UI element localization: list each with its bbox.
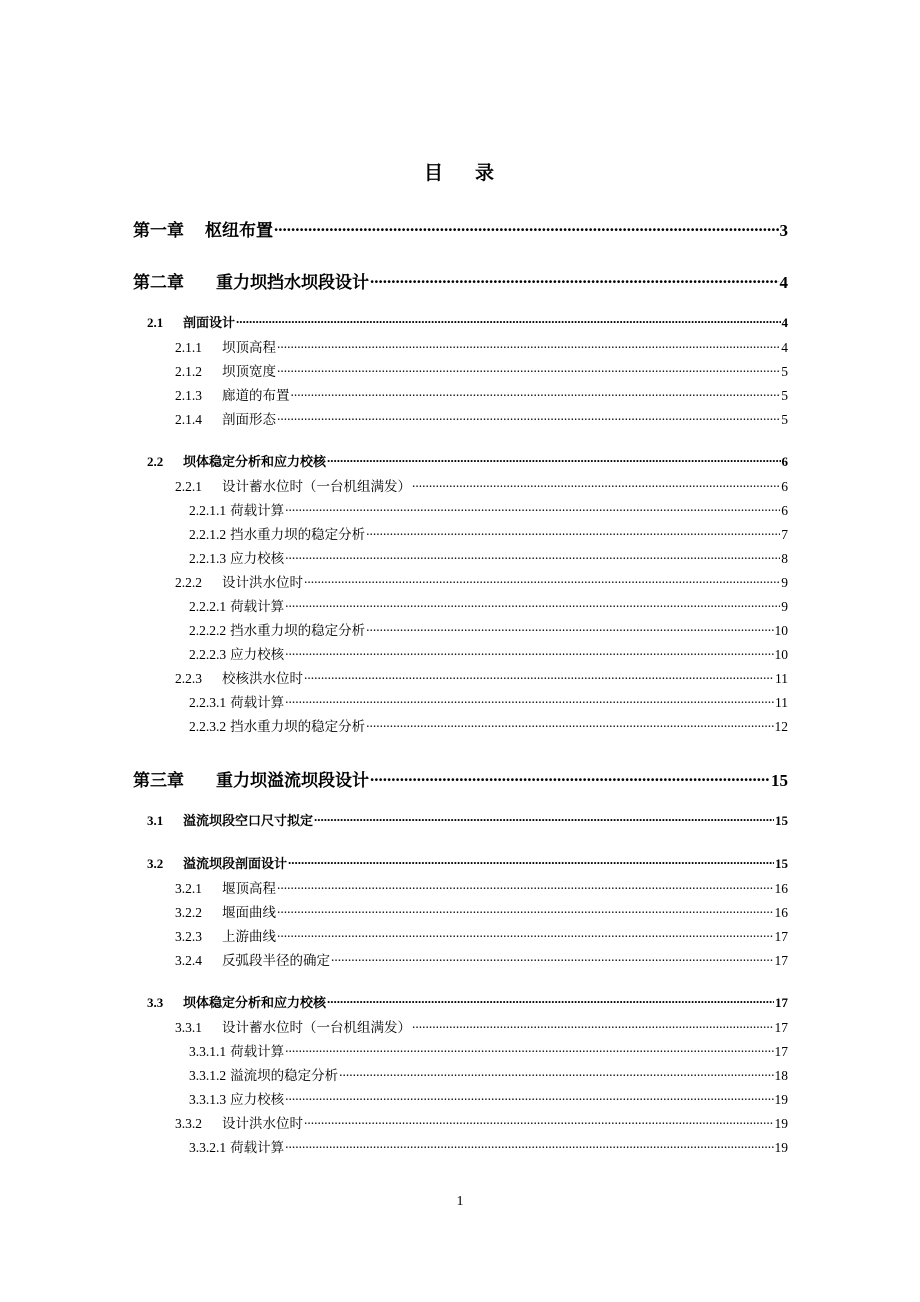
- toc-entry-page: 17: [774, 1044, 788, 1059]
- toc-entry-page: 9: [781, 575, 788, 590]
- toc-entry-page: 15: [771, 771, 788, 790]
- toc-entry-label: 设计洪水位时: [222, 575, 303, 590]
- toc-dot-leader: [277, 363, 780, 377]
- toc-entry-page: 16: [774, 905, 788, 920]
- toc-dot-leader: [370, 271, 779, 288]
- toc-entry-number: 2.2.2.2: [189, 623, 227, 638]
- toc-dot-leader: [277, 928, 774, 942]
- toc-entry[interactable]: [147, 312, 788, 331]
- toc-entry-number: 3.3.2: [175, 1116, 202, 1131]
- toc-entry[interactable]: [189, 523, 788, 543]
- toc-entry-number: 2.1.1: [175, 340, 202, 355]
- toc-entry-number: 3.2.4: [175, 953, 202, 968]
- toc-entry-page: 16: [774, 881, 788, 896]
- toc-entry-number: 3.2: [147, 856, 164, 871]
- toc-entry-number: 2.2: [147, 454, 164, 469]
- toc-entry-label: 坝体稳定分析和应力校核: [183, 454, 327, 469]
- toc-entry-label: 堰面曲线: [222, 905, 276, 920]
- toc-entry-label: 廊道的布置: [222, 388, 290, 403]
- toc-entry-label: 应力校核: [230, 551, 285, 566]
- toc-dot-leader: [339, 1067, 773, 1081]
- toc-entry[interactable]: [175, 925, 788, 945]
- toc-entry-number: 2.2.1.3: [189, 551, 227, 566]
- toc-entry-page: 17: [775, 995, 788, 1010]
- toc-entry[interactable]: [189, 1136, 788, 1156]
- toc-entry-number: 3.2.2: [175, 905, 202, 920]
- toc-entry[interactable]: [189, 1088, 788, 1108]
- toc-entry-number: 3.2.3: [175, 929, 202, 944]
- toc-dot-leader: [285, 646, 773, 660]
- toc-entry-label: 挡水重力坝的稳定分析: [230, 623, 366, 638]
- toc-entry-page: 18: [774, 1068, 788, 1083]
- toc-entry[interactable]: [189, 1064, 788, 1084]
- toc-entry-page: 5: [781, 412, 788, 427]
- toc-dot-leader: [277, 904, 774, 918]
- toc-entry-label: 剖面设计: [183, 315, 236, 330]
- toc-entry-number: 2.2.1: [175, 479, 202, 494]
- toc-entry-page: 5: [781, 364, 788, 379]
- toc-entry-number: 3.3.1: [175, 1020, 202, 1035]
- toc-entry-page: 6: [781, 503, 788, 518]
- toc-entry-page: 4: [781, 340, 788, 355]
- toc-entry[interactable]: [175, 1016, 788, 1036]
- toc-entry-label: 荷载计算: [230, 503, 285, 518]
- toc-entry-label: 坝顶宽度: [222, 364, 276, 379]
- toc-title: [0, 158, 920, 185]
- toc-entry[interactable]: [189, 715, 788, 735]
- toc-dot-leader: [285, 550, 780, 564]
- toc-entry-page: 6: [781, 479, 788, 494]
- toc-entry-page: 11: [775, 671, 788, 686]
- toc-dot-leader: [412, 1019, 774, 1033]
- toc-entry-number: 3.3: [147, 995, 164, 1010]
- toc-dot-leader: [370, 769, 770, 786]
- toc-entry[interactable]: [133, 216, 788, 241]
- toc-dot-leader: [331, 952, 774, 966]
- toc-dot-leader: [366, 718, 773, 732]
- toc-entry-page: 15: [775, 813, 788, 828]
- toc-entry-page: 19: [774, 1092, 788, 1107]
- toc-entry-label: 荷载计算: [230, 1140, 285, 1155]
- toc-entry-number: 第三章: [133, 771, 184, 790]
- toc-entry-label: 枢纽布置: [205, 221, 273, 240]
- toc-entry-label: 荷载计算: [230, 695, 285, 710]
- toc-dot-leader: [285, 1139, 773, 1153]
- toc-entry[interactable]: [133, 268, 788, 293]
- toc-entry-page: 4: [779, 273, 788, 292]
- toc-entry-page: 7: [781, 527, 788, 542]
- toc-entry-label: 上游曲线: [222, 929, 276, 944]
- toc-entry-number: 2.1.3: [175, 388, 202, 403]
- toc-entry[interactable]: [175, 1112, 788, 1132]
- toc-entry-page: 12: [774, 719, 788, 734]
- toc-entry-label: 设计洪水位时: [222, 1116, 303, 1131]
- toc-dot-leader: [327, 453, 780, 466]
- toc-entry-label: 挡水重力坝的稳定分析: [230, 527, 366, 542]
- toc-entry[interactable]: [189, 643, 788, 663]
- page-number: 1: [456, 1194, 464, 1209]
- toc-dot-leader: [277, 339, 780, 353]
- toc-entry-number: 3.3.2.1: [189, 1140, 227, 1155]
- toc-entry-label: 溢流坝段剖面设计: [183, 856, 288, 871]
- toc-entry-page: 10: [774, 623, 788, 638]
- toc-entry-number: 3.3.1.1: [189, 1044, 227, 1059]
- toc-entry-page: 8: [781, 551, 788, 566]
- toc-entry[interactable]: [147, 810, 788, 829]
- toc-entry-label: 荷载计算: [230, 1044, 285, 1059]
- toc-entry[interactable]: [175, 384, 788, 404]
- toc-entry[interactable]: [175, 949, 788, 969]
- toc-entry[interactable]: [147, 451, 788, 470]
- toc-entry[interactable]: [133, 766, 788, 791]
- toc-dot-leader: [236, 314, 780, 327]
- toc-entry-page: 11: [775, 695, 788, 710]
- toc-entry-number: 2.2.1.2: [189, 527, 227, 542]
- toc-entry-label: 重力坝挡水坝段设计: [216, 273, 369, 292]
- toc-entry-page: 15: [775, 856, 788, 871]
- toc-entry[interactable]: [175, 877, 788, 897]
- toc-entry-page: 5: [781, 388, 788, 403]
- toc-entry[interactable]: [189, 595, 788, 615]
- toc-entry-label: 溢流坝的稳定分析: [230, 1068, 339, 1083]
- toc-dot-leader: [277, 880, 774, 894]
- toc-entry-label: 应力校核: [230, 1092, 285, 1107]
- toc-entry-label: 重力坝溢流坝段设计: [216, 771, 369, 790]
- toc-entry[interactable]: [175, 901, 788, 921]
- toc-entry[interactable]: [189, 499, 788, 519]
- toc-dot-leader: [285, 1043, 773, 1057]
- toc-entry-number: 2.1.2: [175, 364, 202, 379]
- toc-entry-page: 6: [781, 454, 788, 469]
- toc-entry[interactable]: [175, 408, 788, 428]
- toc-entry-label: 荷载计算: [230, 599, 285, 614]
- toc-dot-leader: [274, 219, 779, 236]
- toc-entry-number: 2.2.2.3: [189, 647, 227, 662]
- toc-title-left: 目: [423, 163, 445, 184]
- toc-dot-leader: [366, 526, 780, 540]
- toc-entry[interactable]: [189, 691, 788, 711]
- toc-dot-leader: [285, 502, 780, 516]
- toc-entry-page: 19: [774, 1140, 788, 1155]
- toc-dot-leader: [304, 670, 774, 684]
- toc-dot-leader: [314, 812, 774, 825]
- toc-entry-page: 10: [774, 647, 788, 662]
- toc-dot-leader: [304, 1115, 774, 1129]
- toc-entry-label: 堰顶高程: [222, 881, 276, 896]
- toc-entry-number: 2.2.3.2: [189, 719, 227, 734]
- toc-entry-number: 2.2.2.1: [189, 599, 227, 614]
- toc-dot-leader: [285, 694, 774, 708]
- toc-dot-leader: [277, 411, 780, 425]
- toc-entry-number: 2.1: [147, 315, 164, 330]
- toc-entry-label: 挡水重力坝的稳定分析: [230, 719, 366, 734]
- toc-entry[interactable]: [189, 1040, 788, 1060]
- toc-entry-label: 设计蓄水位时（一台机组满发）: [222, 1020, 411, 1035]
- toc-entry[interactable]: [175, 571, 788, 591]
- toc-dot-leader: [288, 855, 774, 868]
- toc-dot-leader: [327, 994, 774, 1007]
- toc-entry[interactable]: [175, 667, 788, 687]
- toc-entry-label: 应力校核: [230, 647, 285, 662]
- toc-dot-leader: [366, 622, 773, 636]
- toc-entry-label: 校核洪水位时: [222, 671, 303, 686]
- toc-dot-leader: [291, 387, 781, 401]
- toc-dot-leader: [412, 478, 780, 492]
- toc-entry-label: 坝体稳定分析和应力校核: [183, 995, 327, 1010]
- toc-entry-number: 3.3.1.3: [189, 1092, 227, 1107]
- toc-entry-label: 剖面形态: [222, 412, 276, 427]
- toc-entry-label: 反弧段半径的确定: [222, 953, 330, 968]
- toc-entry-number: 第一章: [133, 221, 184, 240]
- toc-entry-number: 2.1.4: [175, 412, 202, 427]
- toc-entry-page: 17: [774, 1020, 788, 1035]
- toc-entry-label: 坝顶高程: [222, 340, 276, 355]
- toc-dot-leader: [304, 574, 780, 588]
- toc-entry[interactable]: [189, 547, 788, 567]
- toc-title-right: 录: [475, 163, 497, 184]
- toc-entry-page: 3: [779, 221, 788, 240]
- toc-entry-label: 设计蓄水位时（一台机组满发）: [222, 479, 411, 494]
- toc-entry-number: 第二章: [133, 273, 184, 292]
- toc-entry-number: 3.1: [147, 813, 164, 828]
- toc-entry-page: 9: [781, 599, 788, 614]
- toc-entry[interactable]: [175, 336, 788, 356]
- toc-entry-page: 17: [774, 953, 788, 968]
- toc-entry-page: 17: [774, 929, 788, 944]
- toc-entry-number: 3.2.1: [175, 881, 202, 896]
- toc-entry-number: 2.2.1.1: [189, 503, 227, 518]
- toc-entry-page: 19: [774, 1116, 788, 1131]
- toc-entry-label: 溢流坝段空口尺寸拟定: [183, 813, 314, 828]
- toc-entry[interactable]: [175, 360, 788, 380]
- toc-entry[interactable]: [189, 619, 788, 639]
- toc-entry-number: 3.3.1.2: [189, 1068, 227, 1083]
- toc-entry-number: 2.2.2: [175, 575, 202, 590]
- toc-dot-leader: [285, 1091, 773, 1105]
- toc-entry[interactable]: [147, 992, 788, 1011]
- toc-entry[interactable]: [175, 475, 788, 495]
- toc-entry-number: 2.2.3: [175, 671, 202, 686]
- toc-dot-leader: [285, 598, 780, 612]
- toc-entry-number: 2.2.3.1: [189, 695, 227, 710]
- toc-entry[interactable]: [147, 853, 788, 872]
- toc-entry-page: 4: [781, 315, 788, 330]
